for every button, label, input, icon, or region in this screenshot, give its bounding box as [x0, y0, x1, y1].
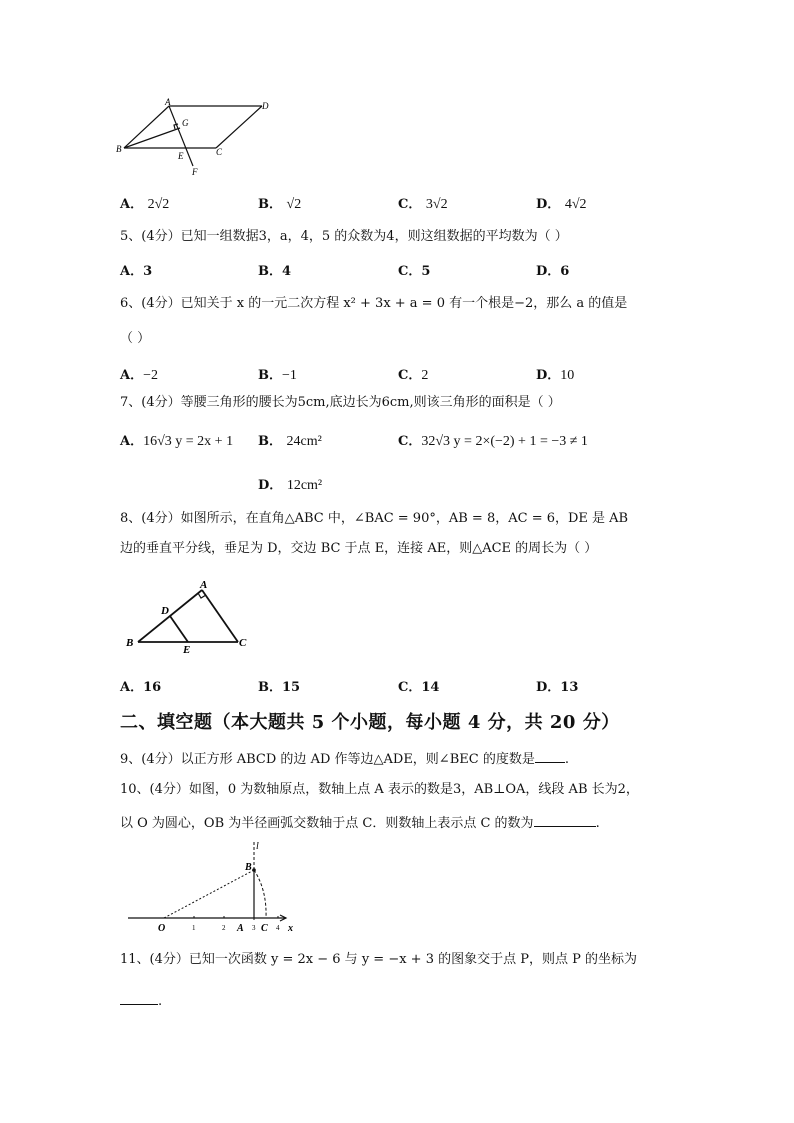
q5-option-b-value: 4 — [282, 264, 292, 279]
q8-label-d: D — [161, 605, 169, 617]
q5-option-b[interactable]: B．4 — [258, 264, 292, 279]
q10-seg-ob — [164, 870, 254, 918]
q4-seg-bg — [124, 128, 180, 148]
q11-text-line1: 11、(4分）已知一次函数 y = 2x − 6 与 y = −x + 3 的图象交于点 P，则点 P 的坐标为 — [120, 952, 637, 967]
q11-end: . — [158, 994, 163, 1009]
q7-option-d-value: 12cm² — [286, 478, 323, 493]
q4-option-b[interactable]: B． √2 — [258, 197, 302, 212]
q4-seg-ab — [124, 106, 169, 148]
section-2-title: 二、填空题（本大题共 5 个小题，每小题 4 分，共 20 分） — [120, 712, 620, 733]
q10-label-o: O — [158, 923, 166, 934]
q7-option-c-value: 32√3 y = 2×(−2) + 1 = −3 ≠ 1 — [421, 434, 588, 449]
q4-label-c: C — [216, 147, 223, 157]
q4-option-d-value: 4√2 — [564, 197, 587, 212]
q10-tick-label-4: 4 — [276, 924, 280, 932]
q5-option-a[interactable]: A．3 — [120, 264, 153, 279]
q9-line — [120, 748, 569, 769]
q10-label-b: B — [245, 862, 252, 873]
q8-option-b-value: 15 — [282, 680, 301, 695]
q9-end: . — [564, 752, 569, 767]
q4-option-a[interactable]: A． 2√2 — [120, 197, 170, 212]
q6-option-d[interactable]: D．10 — [536, 368, 575, 383]
q11-answer-blank[interactable] — [120, 990, 158, 1005]
q8-seg-de — [170, 616, 188, 642]
q5-text: 5、(4分）已知一组数据3，a，4，5 的众数为4，则这组数据的平均数为（ ） — [120, 229, 568, 244]
q7-option-b[interactable]: B． 24cm² — [258, 434, 322, 449]
q4-option-b-value: √2 — [286, 197, 302, 212]
q5-option-d[interactable]: D．6 — [536, 264, 570, 279]
q6-option-d-value: 10 — [560, 368, 575, 383]
q4-label-b: B — [116, 144, 122, 154]
q10-end: . — [595, 816, 600, 831]
q6-option-a[interactable]: A．−2 — [120, 368, 158, 383]
q10-label-c: C — [261, 923, 268, 934]
q8-text-line1: 8、(4分）如图所示，在直角△ABC 中，∠BAC = 90°，AB = 8，AC = 6，DE 是 AB — [120, 511, 629, 526]
q7-option-a-value: 16√3 y = 2x + 1 — [143, 434, 234, 449]
q4-seg-dc — [216, 106, 262, 148]
q6-option-c[interactable]: C．2 — [398, 368, 429, 383]
q8-label-e: E — [183, 644, 191, 656]
q7-text: 7、(4分）等腰三角形的腰长为5cm,底边长为6cm,则该三角形的面积是（ ） — [120, 395, 561, 410]
q8-seg-ac — [202, 590, 238, 642]
q10-tick-label-3: 3 — [252, 924, 256, 932]
q10-tick-label-1: 1 — [192, 924, 196, 932]
q8-label-c: C — [239, 637, 247, 649]
q4-label-a: A — [165, 98, 171, 107]
q7-option-d[interactable]: D． 12cm² — [258, 478, 323, 493]
q10-point-b — [252, 868, 256, 872]
q4-label-d: D — [262, 101, 269, 111]
q10-figure — [128, 838, 308, 934]
q10-arc-bc — [254, 870, 266, 918]
q10-tick-label-2: 2 — [222, 924, 226, 932]
q11-line2 — [120, 990, 162, 1011]
q6-paren: （ ） — [120, 331, 151, 346]
q4-label-g: G — [182, 118, 189, 128]
q10-text-line1: 10、(4分）如图，0 为数轴原点，数轴上点 A 表示的数是3，AB⊥OA，线段 AB 长为2， — [120, 782, 639, 797]
q4-figure — [112, 98, 292, 178]
q8-option-a-value: 16 — [143, 680, 162, 695]
q6-option-b[interactable]: B．−1 — [258, 368, 297, 383]
q7-option-a[interactable]: A．16√3 y = 2x + 1 — [120, 434, 234, 449]
q8-label-b: B — [126, 637, 134, 649]
q10-label-x: x — [288, 923, 293, 934]
q4-option-a-value: 2√2 — [147, 197, 170, 212]
q5-option-c-value: 5 — [421, 264, 431, 279]
q4-option-c[interactable]: C． 3√2 — [398, 197, 448, 212]
q8-option-b[interactable]: B．15 — [258, 680, 301, 695]
q10-line2 — [120, 812, 600, 833]
q10-label-a: A — [237, 923, 244, 934]
q4-option-c-value: 3√2 — [425, 197, 448, 212]
q10-answer-blank[interactable] — [534, 812, 596, 827]
q8-option-d[interactable]: D．13 — [536, 680, 579, 695]
q6-option-a-value: −2 — [143, 368, 158, 383]
q5-option-d-value: 6 — [560, 264, 570, 279]
q8-option-c-value: 14 — [421, 680, 440, 695]
q10-label-l: l — [256, 841, 259, 852]
q5-option-a-value: 3 — [143, 264, 153, 279]
q6-text: 6、(4分）已知关于 x 的一元二次方程 x² + 3x + a = 0 有一个根是−2，那么 a 的值是 — [120, 296, 628, 311]
q9-text: 9、(4分）以正方形 ABCD 的边 AD 作等边△ADE，则∠BEC 的度数是 — [120, 752, 535, 767]
q4-label-e: E — [178, 151, 184, 161]
q6-option-c-value: 2 — [421, 368, 429, 383]
q8-option-a[interactable]: A．16 — [120, 680, 162, 695]
q8-option-d-value: 13 — [560, 680, 579, 695]
q7-option-c[interactable]: C．32√3 y = 2×(−2) + 1 = −3 ≠ 1 — [398, 434, 588, 449]
q8-figure — [122, 576, 262, 656]
q4-option-d[interactable]: D． 4√2 — [536, 197, 587, 212]
q8-label-a: A — [200, 579, 208, 591]
q10-text-line2: 以 O 为圆心，OB 为半径画弧交数轴于点 C．则数轴上表示点 C 的数为 — [120, 816, 534, 831]
q4-label-f: F — [192, 167, 198, 177]
q5-option-c[interactable]: C．5 — [398, 264, 431, 279]
q7-option-b-value: 24cm² — [286, 434, 322, 449]
q8-option-c[interactable]: C．14 — [398, 680, 440, 695]
q8-text-line2: 边的垂直平分线，垂足为 D，交边 BC 于点 E，连接 AE，则△ACE 的周长为（ ） — [120, 541, 598, 556]
q6-option-b-value: −1 — [282, 368, 297, 383]
q9-answer-blank[interactable] — [535, 748, 565, 763]
